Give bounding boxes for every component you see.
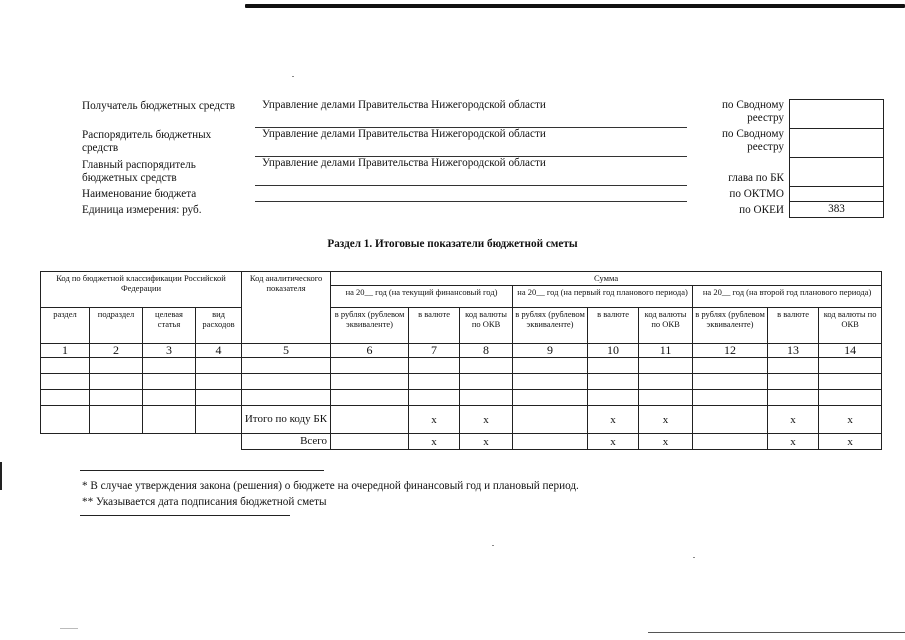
total-bk-row: [41, 406, 882, 434]
subheader-currency: в валюте: [768, 308, 819, 344]
okei-box: [789, 201, 884, 218]
total-all-label: Всего: [242, 434, 331, 450]
scan-speck: [60, 628, 78, 629]
manager-value: Управление делами Правительства Нижегородской области: [262, 128, 546, 140]
bk-code-header: Код по бюджетной классификации Российской Федерации: [41, 272, 242, 308]
subheader-currency: в валюте: [588, 308, 639, 344]
section-title: Раздел 1. Итоговые показатели бюджетной сметы: [327, 238, 578, 250]
x-mark: х: [409, 406, 460, 434]
estimate-table: [40, 271, 882, 450]
scan-edge-bottom: [648, 632, 905, 633]
glava-bk-label: глава по БК: [728, 172, 784, 184]
x-mark: х: [460, 434, 513, 450]
period-first-header: на 20__ год (на первый год планового периода): [513, 286, 693, 308]
x-mark: х: [768, 434, 819, 450]
col-number: 13: [768, 344, 819, 358]
subheader-okv-code: код валюты по ОКВ: [460, 308, 513, 344]
col-number: 4: [196, 344, 242, 358]
analytic-code-header: Код аналитического показателя: [242, 272, 331, 344]
col-number: 7: [409, 344, 460, 358]
col-number: 3: [143, 344, 196, 358]
subheader-vid-rashodov: вид расходов: [196, 308, 242, 344]
x-mark: х: [588, 434, 639, 450]
recipient-label: Получатель бюджетных средств: [82, 100, 236, 112]
col-number: 6: [331, 344, 409, 358]
subheader-razdel: раздел: [41, 308, 90, 344]
col-number: 8: [460, 344, 513, 358]
x-mark: х: [639, 406, 693, 434]
footnote-1: * В случае утверждения закона (решения) о бюджете на очередной финансовый год и плановый период.: [82, 480, 579, 492]
scan-speck: [292, 76, 294, 77]
svod-reestr-label-1: по Сводному реестру: [721, 99, 784, 124]
main-manager-label: Главный распорядитель бюджетных средств: [82, 159, 196, 184]
col-number: 2: [90, 344, 143, 358]
svod-reestr-box-2: [789, 128, 884, 158]
table-row: [41, 358, 882, 374]
okei-label: по ОКЕИ: [739, 204, 784, 216]
svod-reestr-box-1: [789, 99, 884, 129]
total-all-row: [41, 434, 882, 450]
x-mark: х: [819, 406, 882, 434]
scan-speck: [492, 545, 494, 546]
oktmo-box: [789, 186, 884, 202]
budget-name-underline: [255, 201, 687, 202]
scan-speck: [693, 557, 695, 558]
table-row: [41, 390, 882, 406]
x-mark: х: [460, 406, 513, 434]
scan-edge-top: [245, 4, 905, 8]
footnote-2: ** Указывается дата подписания бюджетной сметы: [82, 496, 327, 508]
subheader-podrazdel: подраздел: [90, 308, 143, 344]
subheader-rub: в рублях (рублевом эквиваленте): [513, 308, 588, 344]
x-mark: х: [639, 434, 693, 450]
x-mark: х: [819, 434, 882, 450]
svod-reestr-label-2: по Сводному реестру: [721, 128, 784, 153]
col-number: 12: [693, 344, 768, 358]
scan-edge-left: [0, 462, 2, 490]
subheader-okv-code: код валюты по ОКВ: [819, 308, 882, 344]
period-current-header: на 20__ год (на текущий финансовый год): [331, 286, 513, 308]
glava-bk-box: [789, 157, 884, 187]
sum-header: Сумма: [331, 272, 882, 286]
col-number: 1: [41, 344, 90, 358]
main-manager-value: Управление делами Правительства Нижегородской области: [262, 157, 546, 169]
col-number: 5: [242, 344, 331, 358]
footnote-rule: [80, 515, 290, 516]
subheader-currency: в валюте: [409, 308, 460, 344]
subheader-celevaya-statya: целевая статья: [143, 308, 196, 344]
subheader-rub: в рублях (рублевом эквиваленте): [331, 308, 409, 344]
x-mark: х: [768, 406, 819, 434]
recipient-value: Управление делами Правительства Нижегородской области: [262, 99, 546, 111]
table-row: [41, 374, 882, 390]
oktmo-label: по ОКТМО: [729, 188, 784, 200]
subheader-okv-code: код валюты по ОКВ: [639, 308, 693, 344]
okei-value: 383: [828, 203, 845, 215]
x-mark: х: [588, 406, 639, 434]
column-number-row: [41, 344, 882, 358]
col-number: 9: [513, 344, 588, 358]
main-manager-underline: [255, 185, 687, 186]
total-bk-label: Итого по коду БК: [242, 406, 331, 434]
footnote-rule: [80, 470, 324, 471]
x-mark: х: [409, 434, 460, 450]
period-second-header: на 20__ год (на второй год планового периода): [693, 286, 882, 308]
unit-label: Единица измерения: руб.: [82, 204, 202, 216]
manager-label: Распорядитель бюджетных средств: [82, 129, 212, 154]
col-number: 10: [588, 344, 639, 358]
col-number: 14: [819, 344, 882, 358]
subheader-rub: в рублях (рублевом эквиваленте): [693, 308, 768, 344]
col-number: 11: [639, 344, 693, 358]
budget-name-label: Наименование бюджета: [82, 188, 197, 200]
